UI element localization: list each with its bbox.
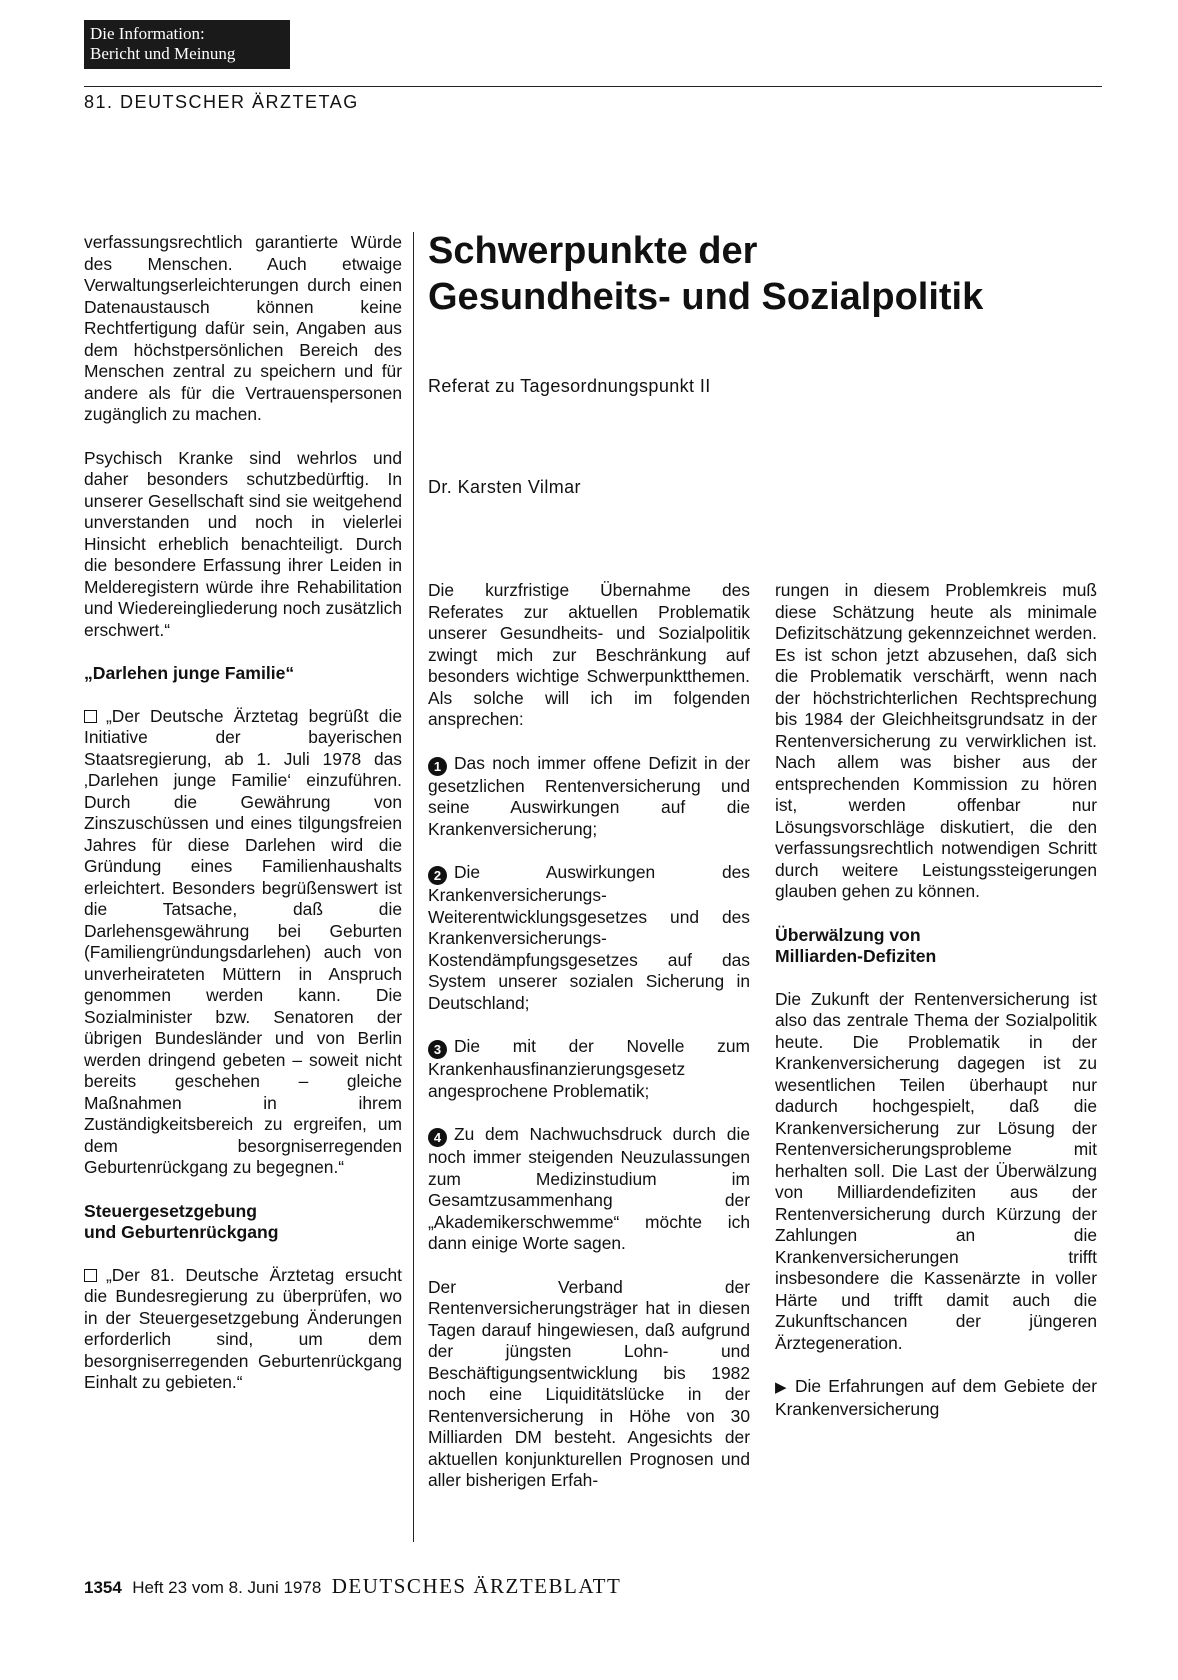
col2-paragraph-2: Der Verband der Rentenversicherungsträger hat in diesen Tagen darauf hingewiesen, daß aufgrund der jüngsten Lohn- und Beschäftigungsentwicklung bis 1982 noch eine Liquiditätslücke in der Rentenversicherung in Höhe von 30 Milliarden DM besteht. Angesichts der aktuellen konjunkturellen Prognosen und aller bisherigen Erfah- — [428, 1276, 750, 1490]
col2-paragraph-1: Die kurzfristige Übernahme des Referates zur aktuellen Problematik unserer Gesundheits- und Sozialpolitik zwingt mich zur Beschränkung auf besonders wichtige Schwerpunktthemen. Als solche will ich im folgenden ansprechen: — [428, 580, 750, 729]
journal-name: DEUTSCHES ÄRZTEBLATT — [331, 1574, 622, 1598]
article-title-line2: Gesundheits- und Sozialpolitik — [428, 276, 984, 318]
col3-heading-line1: Überwälzung von — [775, 924, 921, 945]
number-3-icon: 3 — [428, 1040, 447, 1059]
article-title — [428, 228, 1108, 320]
number-4-icon: 4 — [428, 1128, 447, 1147]
col3-paragraph-2: Die Zukunft der Rentenversicherung ist also das zentrale Thema der Sozialpolitik heute. Die Problematik in der Krankenversicherung dagegen ist zu wesentlichen Teilen überhaupt nur dadurch hochgespielt, daß die Krankenversicherung zur Lösung der Rentenversicherungsprobleme mit herhalten soll. Die Last der Überwälzung von Milliardendefiziten aus der Rentenversicherung durch Kürzung der Zahlungen an die Krankenversicherungen trifft insbesondere die Kassenärzte in voller Härte und trifft damit auch die Zukunftschancen der jüngeren Ärztegeneration. — [775, 988, 1097, 1353]
col1-paragraph-3-text: „Der Deutsche Ärztetag begrüßt die Initiative der bayerischen Staatsregierung, ab 1. Juli 1978 das ‚Darlehen junge Familie‘ einzuführen. Durch die Gewährung von Zinszuschüssen und eines tilgungsfreien Jahres für diese Darlehen wird die Gründung eines Familienhaushalts erleichtert. Besonders begrüßenswert ist die Tatsache, daß die Darlehensgewährung bei Geburten (Familiengründungsdarlehen) auch von unverheirateten Müttern in Anspruch genommen werden kann. Die Sozialminister bzw. Senatoren der übrigen Bundesländer und von Berlin werden dringend gebeten – soweit nicht bereits geschehen – gleiche Maßnahmen in ihrem Zuständigkeitsbereich zu ergreifen, um dem besorgniserregenden Geburtenrückgang zu begegnen.“ — [84, 705, 402, 1177]
section-badge — [84, 20, 290, 69]
col1-paragraph-4 — [84, 1265, 402, 1394]
list-item — [428, 862, 750, 1014]
list-item-text: Das noch immer offene Defizit in der gesetzlichen Rentenversicherung und seine Auswirkungen auf die Krankenversicherung; — [428, 752, 750, 839]
list-item — [428, 1124, 750, 1255]
list-item-text: Die mit der Novelle zum Krankenhausfinanzierungsgesetz angesprochene Problematik; — [428, 1036, 750, 1101]
left-column — [84, 232, 402, 1416]
list-item-text: Die Auswirkungen des Krankenversicherungs-Weiterentwicklungsgesetzes und des Krankenversicherungs-Kostendämpfungsgesetzes auf das System unserer sozialen Sicherung in Deutschland; — [428, 862, 750, 1013]
col1-heading-steuer — [84, 1201, 402, 1244]
number-2-icon: 2 — [428, 866, 447, 885]
badge-line-2: Bericht und Meinung — [90, 44, 236, 63]
right-column — [775, 580, 1097, 1442]
col1-heading-steuer-line2: und Geburtenrückgang — [84, 1222, 279, 1242]
col3-heading-ueberwaelzung — [775, 925, 1097, 968]
resolution-box-icon — [84, 1269, 97, 1282]
resolution-box-icon — [84, 710, 97, 723]
col3-paragraph-3 — [775, 1376, 1097, 1420]
list-item — [428, 1036, 750, 1102]
triangle-right-icon: ▶ — [775, 1379, 789, 1396]
section-label: 81. DEUTSCHER ÄRZTETAG — [84, 92, 359, 112]
page-footer — [84, 1574, 621, 1599]
col1-heading-steuer-line1: Steuergesetzgebung — [84, 1200, 258, 1221]
col1-paragraph-1: verfassungsrechtlich garantierte Würde des Menschen. Auch etwaige Verwaltungserleichterungen durch einen Datenaustausch können keine Rechtfertigung dafür sein, Angaben aus dem höchstpersönlichen Bereich des Menschen zentral zu speichern und für andere als für die Vertrauenspersonen zugänglich zu machen. — [84, 232, 402, 424]
header-rule — [84, 86, 1102, 87]
col1-heading-darlehen: „Darlehen junge Familie“ — [84, 663, 295, 683]
page-number: 1354 — [84, 1578, 122, 1597]
col1-paragraph-2: Psychisch Kranke sind wehrlos und daher besonders schutzbedürftig. In unserer Gesellschaft sind sie weitgehend unverstanden und noch in vielerlei Hinsicht erheblich benachteiligt. Durch die besondere Erfassung ihrer Leiden in Melderegistern würde ihre Rehabilitation und Wiedereingliederung noch zusätzlich erschwert.“ — [84, 447, 402, 640]
column-divider — [413, 232, 414, 1542]
article-author: Dr. Karsten Vilmar — [428, 477, 581, 497]
col1-paragraph-4-text: „Der 81. Deutsche Ärztetag ersucht die Bundesregierung zu überprüfen, wo in der Steuergesetzgebung Änderungen erforderlich sind, um dem besorgniserregenden Geburtenrückgang Einhalt zu gebieten.“ — [84, 1264, 402, 1392]
article-subtitle: Referat zu Tagesordnungspunkt II — [428, 376, 711, 396]
list-item — [428, 753, 750, 841]
number-1-icon: 1 — [428, 757, 447, 776]
col3-paragraph-3-text: Die Erfahrungen auf dem Gebiete der Krankenversicherung — [775, 1376, 1097, 1419]
col3-paragraph-1: rungen in diesem Problemkreis muß diese Schätzung heute als minimale Defizitschätzung gekennzeichnet werden. Es ist schon jetzt abzusehen, daß sich die Problematik verschärft, wenn nach der höchstrichterlichen Rechtsprechung bis 1984 der Gleichheitsgrundsatz in der Rentenversicherung zu verwirklichen ist. Nach allem was bisher aus der entsprechenden Kommission zu hören ist, werden offenbar nur Lösungsvorschläge diskutiert, die den verfassungsrechtlich notwendigen Schritt durch weitere Leistungssteigerungen glauben gehen zu können. — [775, 580, 1097, 901]
list-item-text: Zu dem Nachwuchsdruck durch die noch immer steigenden Neuzulassungen zum Medizinstudium im Gesamtzusammenhang der „Akademikerschwemme“ möchte ich dann einige Worte sagen. — [428, 1124, 750, 1253]
article-title-line1: Schwerpunkte der — [428, 230, 758, 272]
badge-line-1: Die Information: — [90, 24, 205, 43]
col1-paragraph-3 — [84, 706, 402, 1179]
col3-heading-line2: Milliarden-Defiziten — [775, 946, 937, 966]
middle-column — [428, 580, 750, 1514]
issue-info: Heft 23 vom 8. Juni 1978 — [132, 1578, 322, 1597]
